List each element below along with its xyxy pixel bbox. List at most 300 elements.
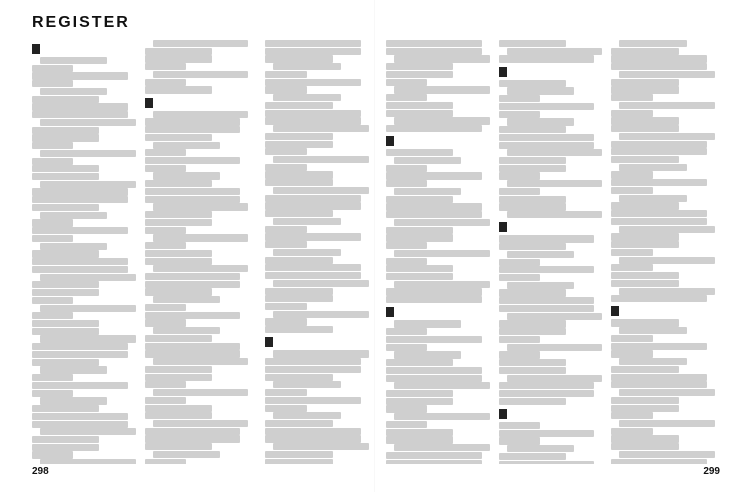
index-entry-line xyxy=(273,443,369,450)
index-entry-line xyxy=(611,202,678,209)
index-entry-line xyxy=(611,343,707,350)
index-entry-line xyxy=(265,79,361,86)
index-entry-line xyxy=(611,233,678,240)
index-entry-line xyxy=(265,318,306,325)
index-letter-heading xyxy=(499,222,507,232)
index-entry-line xyxy=(32,235,73,242)
index-entry-line xyxy=(145,126,241,133)
index-entry-line xyxy=(386,436,453,443)
index-entry-line xyxy=(386,296,482,303)
index-entry-line xyxy=(499,359,566,366)
index-entry-line xyxy=(145,118,241,125)
index-entry-line xyxy=(145,319,186,326)
index-entry-line xyxy=(394,86,490,93)
index-entry-line xyxy=(265,55,332,62)
index-entry-line xyxy=(611,218,707,225)
index-entry-line xyxy=(507,149,603,156)
index-entry-line xyxy=(619,133,715,140)
index-entry-line xyxy=(499,274,540,281)
index-entry-line xyxy=(611,366,678,373)
index-entry-line xyxy=(386,172,482,179)
index-entry-line xyxy=(153,451,220,458)
index-entry-line xyxy=(145,343,241,350)
index-entry-line xyxy=(619,257,715,264)
index-entry-line xyxy=(499,243,566,250)
index-entry-line xyxy=(32,413,128,420)
index-entry-line xyxy=(265,102,332,109)
index-entry-line xyxy=(611,264,652,271)
index-entry-line xyxy=(265,295,332,302)
index-entry-line xyxy=(40,428,136,435)
index-entry-line xyxy=(32,158,73,165)
index-entry-line xyxy=(386,110,453,117)
index-entry-line xyxy=(265,303,306,310)
index-entry-line xyxy=(611,94,652,101)
index-entry-line xyxy=(40,212,107,219)
index-entry-line xyxy=(40,119,136,126)
index-entry-line xyxy=(153,234,249,241)
index-entry-line xyxy=(153,296,220,303)
index-entry-line xyxy=(619,195,686,202)
index-entry-line xyxy=(145,242,186,249)
index-entry-line xyxy=(394,351,461,358)
index-entry-line xyxy=(32,173,99,180)
index-entry-line xyxy=(394,219,490,226)
index-entry-line xyxy=(32,289,99,296)
index-entry-line xyxy=(394,188,461,195)
index-entry-line xyxy=(145,86,212,93)
index-entry-line xyxy=(386,227,453,234)
index-entry-line xyxy=(32,328,99,335)
index-entry-line xyxy=(32,196,128,203)
index-entry-line xyxy=(499,142,595,149)
index-entry-line xyxy=(265,110,361,117)
index-entry-line xyxy=(153,265,249,272)
index-entry-line xyxy=(145,227,186,234)
index-entry-line xyxy=(273,63,340,70)
index-entry-line xyxy=(273,280,369,287)
index-entry-line xyxy=(499,203,566,210)
index-entry-line xyxy=(499,382,595,389)
index-entry-line xyxy=(265,397,361,404)
page-title: REGISTER xyxy=(32,14,130,31)
index-entry-line xyxy=(386,196,453,203)
index-entry-line xyxy=(265,117,361,124)
index-entry-line xyxy=(611,381,707,388)
index-entry-line xyxy=(499,95,540,102)
index-entry-line xyxy=(273,249,340,256)
index-entry-line xyxy=(611,280,678,287)
index-entry-line xyxy=(386,336,482,343)
index-entry-line xyxy=(386,367,482,374)
index-entry-line xyxy=(145,428,241,435)
index-entry-line xyxy=(145,312,241,319)
index-entry-line xyxy=(153,420,249,427)
index-entry-line xyxy=(619,164,686,171)
index-entry-line xyxy=(145,459,186,464)
index-entry-line xyxy=(611,272,678,279)
index-entry-line xyxy=(386,429,453,436)
index-entry-line xyxy=(265,179,332,186)
index-entry-line xyxy=(32,258,128,265)
index-entry-line xyxy=(265,459,332,464)
index-entry-line xyxy=(265,389,306,396)
index-entry-line xyxy=(386,460,482,464)
index-entry-line xyxy=(265,264,361,271)
index-entry-line xyxy=(499,328,566,335)
index-entry-line xyxy=(611,443,678,450)
index-entry-line xyxy=(611,86,678,93)
index-entry-line xyxy=(611,295,707,302)
index-entry-line xyxy=(32,320,99,327)
page-number-left: 298 xyxy=(32,466,49,477)
index-entry-line xyxy=(386,398,453,405)
index-entry-line xyxy=(611,125,678,132)
index-entry-line xyxy=(507,344,603,351)
index-entry-line xyxy=(145,304,186,311)
index-entry-line xyxy=(32,219,73,226)
index-entry-line xyxy=(611,117,678,124)
index-entry-line xyxy=(611,210,707,217)
index-entry-line xyxy=(32,359,99,366)
index-entry-line xyxy=(386,165,427,172)
index-letter-heading xyxy=(499,67,507,77)
index-entry-line xyxy=(386,125,482,132)
index-entry-line xyxy=(386,328,427,335)
index-letter-heading xyxy=(499,409,507,419)
index-entry-line xyxy=(32,351,128,358)
index-entry-line xyxy=(265,171,332,178)
index-entry-line xyxy=(32,421,128,428)
index-entry-line xyxy=(145,335,212,342)
index-entry-line xyxy=(394,444,490,451)
index-entry-line xyxy=(265,366,361,373)
index-entry-line xyxy=(145,63,186,70)
index-entry-line xyxy=(499,289,566,296)
index-entry-line xyxy=(499,351,540,358)
index-entry-line xyxy=(265,288,332,295)
index-entry-line xyxy=(386,180,427,187)
index-entry-line xyxy=(611,405,678,412)
index-entry-line xyxy=(386,234,453,241)
index-entry-line xyxy=(40,366,107,373)
index-entry-line xyxy=(273,156,369,163)
index-entry-line xyxy=(611,374,707,381)
index-entry-line xyxy=(40,274,136,281)
index-entry-line xyxy=(145,374,212,381)
index-entry-line xyxy=(611,187,652,194)
index-entry-line xyxy=(507,87,574,94)
index-entry-line xyxy=(499,437,540,444)
index-entry-line xyxy=(619,102,715,109)
index-entry-line xyxy=(499,422,540,429)
index-entry-line xyxy=(394,382,490,389)
index-entry-line xyxy=(611,249,652,256)
index-entry-line xyxy=(507,180,603,187)
index-entry-line xyxy=(394,157,461,164)
index-entry-line xyxy=(499,134,595,141)
index-entry-line xyxy=(619,358,686,365)
index-entry-line xyxy=(32,451,73,458)
index-entry-line xyxy=(32,444,99,451)
index-entry-line xyxy=(40,305,136,312)
index-entry-line xyxy=(499,336,540,343)
index-entry-line xyxy=(145,443,212,450)
index-entry-line xyxy=(386,40,482,47)
index-entry-line xyxy=(145,397,186,404)
index-entry-line xyxy=(499,297,595,304)
index-entry-line xyxy=(386,71,453,78)
index-entry-line xyxy=(145,134,212,141)
index-entry-line xyxy=(32,103,128,110)
index-entry-line xyxy=(265,195,361,202)
index-entry-line xyxy=(611,319,678,326)
index-entry-line xyxy=(40,150,136,157)
index-entry-line xyxy=(153,40,249,47)
index-column-1 xyxy=(32,40,141,464)
index-entry-line xyxy=(507,313,603,320)
index-entry-line xyxy=(145,412,212,419)
index-entry-line xyxy=(499,157,566,164)
index-entry-line xyxy=(265,326,332,333)
index-entry-line xyxy=(273,412,340,419)
index-column-4 xyxy=(386,40,495,464)
index-entry-line xyxy=(145,281,241,288)
index-entry-line xyxy=(386,288,482,295)
index-entry-line xyxy=(507,118,574,125)
index-entry-line xyxy=(32,72,128,79)
index-entry-line xyxy=(386,421,427,428)
index-entry-line xyxy=(40,459,136,464)
index-entry-line xyxy=(32,281,99,288)
index-entry-line xyxy=(394,320,461,327)
index-columns xyxy=(32,40,720,464)
index-letter-heading xyxy=(611,306,619,316)
index-entry-line xyxy=(153,389,249,396)
index-entry-line xyxy=(611,156,678,163)
index-entry-line xyxy=(32,390,73,397)
index-entry-line xyxy=(265,435,361,442)
index-entry-line xyxy=(145,79,186,86)
index-entry-line xyxy=(507,211,603,218)
index-entry-line xyxy=(386,203,482,210)
index-entry-line xyxy=(40,243,107,250)
index-entry-line xyxy=(32,266,128,273)
index-entry-line xyxy=(499,235,595,242)
index-entry-line xyxy=(386,452,482,459)
index-entry-line xyxy=(265,272,361,279)
index-entry-line xyxy=(619,71,715,78)
index-entry-line xyxy=(499,461,595,464)
index-entry-line xyxy=(386,265,453,272)
index-entry-line xyxy=(273,187,369,194)
index-entry-line xyxy=(611,171,652,178)
index-entry-line xyxy=(153,358,249,365)
index-entry-line xyxy=(386,344,427,351)
index-entry-line xyxy=(386,258,427,265)
index-entry-line xyxy=(32,227,128,234)
index-entry-line xyxy=(394,117,490,124)
index-entry-line xyxy=(153,71,249,78)
index-entry-line xyxy=(507,48,603,55)
index-entry-line xyxy=(265,141,332,148)
index-entry-line xyxy=(386,211,482,218)
index-entry-line xyxy=(32,382,128,389)
index-entry-line xyxy=(145,250,212,257)
index-entry-line xyxy=(273,94,340,101)
index-entry-line xyxy=(499,55,595,62)
index-entry-line xyxy=(499,196,566,203)
index-entry-line xyxy=(499,398,566,405)
index-column-5 xyxy=(499,40,608,464)
index-entry-line xyxy=(394,250,490,257)
index-entry-line xyxy=(499,188,540,195)
index-entry-line xyxy=(153,203,249,210)
index-entry-line xyxy=(265,257,332,264)
index-entry-line xyxy=(153,172,220,179)
index-entry-line xyxy=(386,102,453,109)
index-entry-line xyxy=(611,335,652,342)
index-letter-heading xyxy=(145,98,153,108)
index-entry-line xyxy=(265,420,332,427)
index-entry-line xyxy=(386,359,453,366)
index-entry-line xyxy=(265,358,361,365)
index-letter-heading xyxy=(386,307,394,317)
index-entry-line xyxy=(499,165,566,172)
index-entry-line xyxy=(611,428,652,435)
index-entry-line xyxy=(265,202,361,209)
index-entry-line xyxy=(611,350,652,357)
index-entry-line xyxy=(32,188,128,195)
index-entry-line xyxy=(32,127,99,134)
index-entry-line xyxy=(265,241,306,248)
index-entry-line xyxy=(145,211,212,218)
index-entry-line xyxy=(145,381,186,388)
index-letter-heading xyxy=(386,136,394,146)
index-entry-line xyxy=(145,366,212,373)
index-entry-line xyxy=(265,451,332,458)
index-entry-line xyxy=(265,164,306,171)
index-entry-line xyxy=(611,48,678,55)
index-entry-line xyxy=(145,149,186,156)
index-entry-line xyxy=(386,242,427,249)
index-entry-line xyxy=(273,218,340,225)
index-entry-line xyxy=(499,266,595,273)
index-entry-line xyxy=(507,282,574,289)
index-entry-line xyxy=(386,63,453,70)
index-entry-line xyxy=(499,172,540,179)
index-entry-line xyxy=(32,111,128,118)
index-entry-line xyxy=(273,381,340,388)
index-entry-line xyxy=(386,273,453,280)
index-entry-line xyxy=(394,281,490,288)
index-entry-line xyxy=(265,133,332,140)
index-entry-line xyxy=(145,180,212,187)
index-entry-line xyxy=(153,327,220,334)
index-entry-line xyxy=(386,405,427,412)
index-entry-line xyxy=(40,181,136,188)
index-entry-line xyxy=(499,367,566,374)
index-entry-line xyxy=(145,405,212,412)
index-entry-line xyxy=(32,65,73,72)
index-entry-line xyxy=(273,311,369,318)
index-column-2 xyxy=(145,40,254,464)
index-entry-line xyxy=(265,405,306,412)
index-entry-line xyxy=(499,305,595,312)
index-entry-line xyxy=(507,375,603,382)
index-entry-line xyxy=(145,435,241,442)
index-entry-line xyxy=(32,405,99,412)
index-entry-line xyxy=(32,134,99,141)
index-column-6 xyxy=(611,40,720,464)
index-entry-line xyxy=(499,390,595,397)
index-entry-line xyxy=(499,259,540,266)
index-entry-line xyxy=(32,297,73,304)
index-entry-line xyxy=(40,335,136,342)
index-entry-line xyxy=(153,111,249,118)
index-entry-line xyxy=(145,258,212,265)
index-letter-heading xyxy=(265,337,273,347)
index-entry-line xyxy=(499,430,595,437)
index-entry-line xyxy=(619,226,715,233)
index-entry-line xyxy=(611,79,678,86)
index-entry-line xyxy=(611,397,678,404)
index-entry-line xyxy=(32,250,99,257)
index-letter-heading xyxy=(32,44,40,54)
index-entry-line xyxy=(386,375,482,382)
index-entry-line xyxy=(145,188,241,195)
index-entry-line xyxy=(32,165,99,172)
page-number-right: 299 xyxy=(703,466,720,477)
index-entry-line xyxy=(499,80,566,87)
index-entry-line xyxy=(611,412,652,419)
index-entry-line xyxy=(386,149,453,156)
index-entry-line xyxy=(265,86,306,93)
index-entry-line xyxy=(499,320,566,327)
index-column-3 xyxy=(265,40,374,464)
index-entry-line xyxy=(265,48,361,55)
index-entry-line xyxy=(32,142,73,149)
index-entry-line xyxy=(265,428,361,435)
index-entry-line xyxy=(265,374,332,381)
index-entry-line xyxy=(40,57,107,64)
index-entry-line xyxy=(32,436,99,443)
index-entry-line xyxy=(394,413,490,420)
index-entry-line xyxy=(386,94,427,101)
index-entry-line xyxy=(619,40,686,47)
index-entry-line xyxy=(611,110,652,117)
index-entry-line xyxy=(153,142,220,149)
index-entry-line xyxy=(145,219,212,226)
index-entry-line xyxy=(619,288,715,295)
index-entry-line xyxy=(507,445,574,452)
index-entry-line xyxy=(619,420,715,427)
index-entry-line xyxy=(265,40,361,47)
index-entry-line xyxy=(499,103,595,110)
index-entry-line xyxy=(619,389,715,396)
index-entry-line xyxy=(507,251,574,258)
index-entry-line xyxy=(273,350,369,357)
index-entry-line xyxy=(40,397,107,404)
index-entry-line xyxy=(145,157,241,164)
index-entry-line xyxy=(32,80,73,87)
index-entry-line xyxy=(32,204,99,211)
index-entry-line xyxy=(499,111,540,118)
index-entry-line xyxy=(619,451,715,458)
index-entry-line xyxy=(145,196,241,203)
index-entry-line xyxy=(386,390,453,397)
index-entry-line xyxy=(40,88,107,95)
